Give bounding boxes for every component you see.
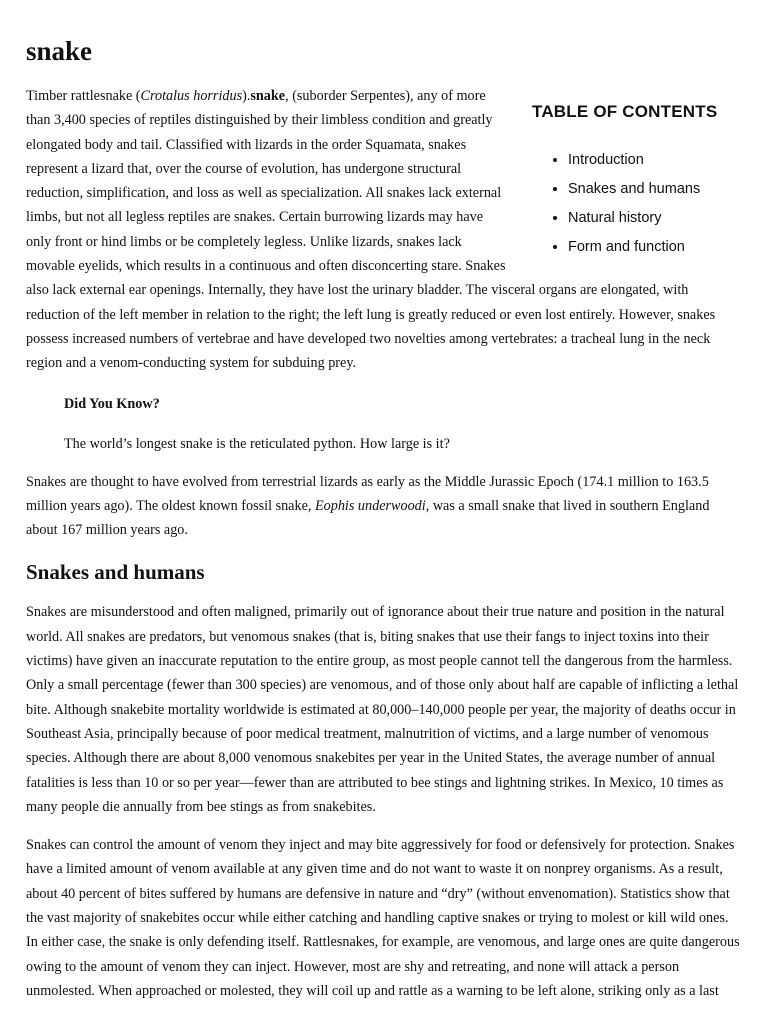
caption-species-name: Crotalus horridus [140, 88, 243, 104]
headword: snake [250, 88, 286, 104]
intro-text: , (suborder Serpentes), any of more than 3,400 species of reptiles distinguished by their limbless condition and greatly elongated body and tail. Classified with lizards in the order Squamata, snakes represent a lizard that, over the course of evolution, has undergone structural reduction, simplification, and loss as well as specialization. All snakes lack external limbs, but not all legless reptiles are snakes. Certain burrowing lizards may have only front or hind limbs or be completely legless. Unlike lizards, snakes lack movable eyelids, which results in a continuous and often disconcerting stare. Snakes also lack external ear openings. Internally, they have lost the urinary bladder. The visceral organs are elongated, with reduction of the left member in relation to the right; the left lung is greatly reduced or even lost entirely. However, snakes possess increased numbers of vertebrae and have developed two novelties among vertebrates: a tracheal lung in the neck region and a venom-conducting system for subduing prey. [26, 88, 716, 372]
evolution-paragraph [26, 470, 742, 543]
toc-item-snakes-and-humans[interactable]: • Snakes and humans [568, 175, 742, 204]
did-you-know-label: Did You Know? [64, 395, 160, 412]
evolution-text-before: Snakes are thought to have evolved from terrestrial lizards as early as the Middle Jurassic Epoch (174.1 million to 163.5 million years ago). The oldest known fossil snake, [26, 473, 709, 514]
evolution-text-after: , was a small snake that lived in southern England about 167 million years ago. [26, 497, 710, 539]
toc-heading: TABLE OF CONTENTS [532, 102, 718, 121]
did-you-know-box [26, 392, 742, 456]
toc-list [532, 146, 742, 262]
page-title: snake [26, 36, 93, 66]
section-paragraph: Snakes can control the amount of venom they inject and may bite aggressively for food or defensively for protection. Snakes have a limited amount of venom available at any given time and do not want to waste it on nonprey organisms. As a result, about 40 percent of bites suffered by humans are defensive in nature and “dry” (without envenomation). Statistics show that the vast majority of snakebites occur while either catching and handling captive snakes or trying to molest or kill wild ones. In either case, the snake is only defending itself. Rattlesnakes, for example, are venomous, and large ones are quite dangerous owing to the amount of venom they can inject. However, most are shy and retreating, and none will attack a person unmolested. When approached or molested, they will coil up and rattle as a warning to be left alone, striking only as a last [26, 837, 740, 999]
section-paragraph: Snakes are misunderstood and often maligned, primarily out of ignorance about their true nature and position in the natural world. All snakes are predators, but venomous snakes (that is, biting snakes that use their fangs to inject toxins into their victims) have given an inaccurate reputation to the entire group, as most people cannot tell the dangerous from the harmless. Only a small percentage (fewer than 300 species) are venomous, and of those only about half are capable of inflicting a lethal bite. Although snakebite mortality worldwide is estimated at 80,000–140,000 people per year, the majority of deaths occur in Southeast Asia, principally because of poor medical treatment, malnutrition of victims, and a large number of venomous species. Although there are about 8,000 venomous snakebites per year in the United States, the average number of annual fatalities is less than 10 or so per year—fewer than are attributed to bee stings and lightning strikes. In Mexico, 10 times as many people die annually from bee stings as from snakebites. [26, 604, 739, 815]
toc-item-introduction[interactable]: • Introduction [568, 146, 742, 175]
section-heading-snakes-and-humans: Snakes and humans [26, 560, 205, 585]
did-you-know-text[interactable]: The world’s longest snake is the reticulated python. How large is it? [64, 435, 450, 452]
image-caption-suffix: ). [242, 88, 251, 104]
fossil-species-name: Eophis underwoodi [314, 497, 426, 514]
toc-item-natural-history[interactable]: • Natural history [568, 204, 742, 233]
image-caption-prefix: Timber rattlesnake ( [26, 88, 141, 104]
toc-item-form-and-function[interactable]: • Form and function [568, 233, 742, 262]
table-of-contents [532, 92, 742, 262]
